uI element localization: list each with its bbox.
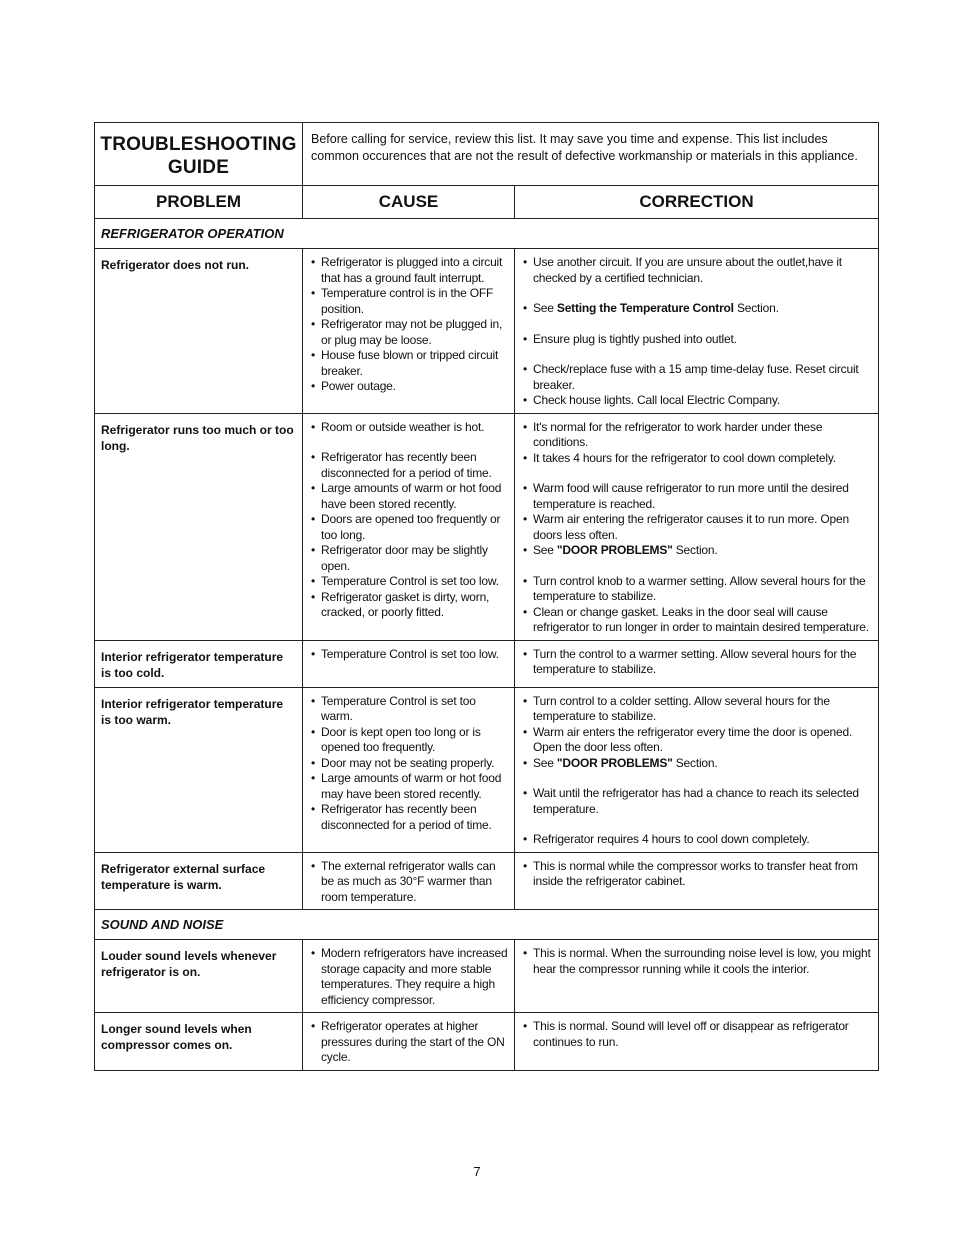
table-row [95, 413, 879, 640]
cause-item: • Doors are opened too frequently or too long. [309, 512, 508, 543]
cause-item: • Door is kept open too long or is opened too frequently. [309, 725, 508, 756]
cause-cell [303, 413, 515, 640]
column-header-correction: CORRECTION [515, 186, 879, 219]
correction-item: • This is normal while the compressor works to transfer heat from inside the refrigerator cabinet. [521, 859, 872, 890]
correction-item: • Refrigerator requires 4 hours to cool down completely. [521, 832, 872, 848]
cause-item: • House fuse blown or tripped circuit breaker. [309, 348, 508, 379]
correction-cell [515, 640, 879, 687]
cause-item: • Power outage. [309, 379, 508, 395]
cause-item: • Door may not be seating properly. [309, 756, 508, 772]
section-title: REFRIGERATOR OPERATION [95, 219, 879, 249]
section-row [95, 219, 879, 249]
cause-cell [303, 852, 515, 910]
correction-item: • See Setting the Temperature Control Section. [521, 301, 872, 317]
problem-cell: Louder sound levels whenever refrigerator is on. [95, 940, 303, 1013]
correction-item: • Turn control to a colder setting. Allow several hours for the temperature to stabilize. [521, 694, 872, 725]
correction-item: • Turn control knob to a warmer setting. Allow several hours for the temperature to stabilize. [521, 574, 872, 605]
table-row [95, 687, 879, 852]
section-row [95, 910, 879, 940]
correction-item: • See "DOOR PROBLEMS" Section. [521, 543, 872, 559]
correction-cell [515, 940, 879, 1013]
correction-item: • This is normal. Sound will level off or disappear as refrigerator continues to run. [521, 1019, 872, 1050]
guide-intro: Before calling for service, review this list. It may save you time and expense. This list includes common occurences that are not the result of defective workmanship or materials in this appliance. [303, 123, 879, 186]
problem-cell: Refrigerator does not run. [95, 249, 303, 414]
guide-header-row [95, 123, 879, 186]
cause-cell [303, 249, 515, 414]
correction-item: • See "DOOR PROBLEMS" Section. [521, 756, 872, 772]
cause-item: • Temperature Control is set too low. [309, 647, 508, 663]
correction-cell [515, 687, 879, 852]
section-title: SOUND AND NOISE [95, 910, 879, 940]
correction-item: • It takes 4 hours for the refrigerator to cool down completely. [521, 451, 872, 467]
problem-cell: Longer sound levels when compressor comes on. [95, 1013, 303, 1071]
correction-cell [515, 413, 879, 640]
problem-cell: Refrigerator external surface temperature is warm. [95, 852, 303, 910]
problem-cell: Interior refrigerator temperature is too cold. [95, 640, 303, 687]
table-row [95, 852, 879, 910]
column-header-problem: PROBLEM [95, 186, 303, 219]
correction-item: • Warm air enters the refrigerator every time the door is opened. Open the door less often. [521, 725, 872, 756]
correction-item: • Wait until the refrigerator has had a chance to reach its selected temperature. [521, 786, 872, 817]
troubleshooting-table [94, 122, 879, 1071]
guide-title-line1: TROUBLESHOOTING [100, 134, 297, 155]
guide-title [95, 123, 303, 186]
correction-cell [515, 249, 879, 414]
correction-item: • Turn the control to a warmer setting. Allow several hours for the temperature to stabilize. [521, 647, 872, 678]
correction-cell [515, 1013, 879, 1071]
correction-item: • It's normal for the refrigerator to work harder under these conditions. [521, 420, 872, 451]
table-row [95, 640, 879, 687]
cause-item: • Refrigerator may not be plugged in, or plug may be loose. [309, 317, 508, 348]
column-header-row [95, 186, 879, 219]
cause-item: • Temperature Control is set too low. [309, 574, 508, 590]
cause-item: • Refrigerator operates at higher pressures during the start of the ON cycle. [309, 1019, 508, 1066]
table-row [95, 1013, 879, 1071]
correction-item: • Ensure plug is tightly pushed into outlet. [521, 332, 872, 348]
problem-cell: Interior refrigerator temperature is too warm. [95, 687, 303, 852]
cause-item: • The external refrigerator walls can be as much as 30°F warmer than room temperature. [309, 859, 508, 906]
cause-item: • Temperature Control is set too warm. [309, 694, 508, 725]
guide-title-line2: GUIDE [167, 157, 230, 178]
cause-item: • Room or outside weather is hot. [309, 420, 508, 436]
table-row [95, 940, 879, 1013]
cause-cell [303, 940, 515, 1013]
correction-item: • Clean or change gasket. Leaks in the door seal will cause refrigerator to run longer in order to maintain desired temperature. [521, 605, 872, 636]
column-header-cause: CAUSE [303, 186, 515, 219]
cause-item: • Refrigerator has recently been disconnected for a period of time. [309, 802, 508, 833]
cause-item: • Large amounts of warm or hot food have been stored recently. [309, 481, 508, 512]
cause-item: • Large amounts of warm or hot food may have been stored recently. [309, 771, 508, 802]
cause-cell [303, 640, 515, 687]
cause-item: • Modern refrigerators have increased storage capacity and more stable temperatures. They require a high efficiency compressor. [309, 946, 508, 1008]
table-row [95, 249, 879, 414]
cause-item: • Refrigerator gasket is dirty, worn, cracked, or poorly fitted. [309, 590, 508, 621]
cause-cell [303, 687, 515, 852]
correction-cell [515, 852, 879, 910]
correction-item: • Warm air entering the refrigerator causes it to run more. Open doors less often. [521, 512, 872, 543]
problem-cell: Refrigerator runs too much or too long. [95, 413, 303, 640]
cause-item: • Temperature control is in the OFF position. [309, 286, 508, 317]
cause-cell [303, 1013, 515, 1071]
correction-item: • This is normal. When the surrounding noise level is low, you might hear the compressor running while it cools the interior. [521, 946, 872, 977]
page-number: 7 [473, 1164, 481, 1179]
troubleshooting-guide [94, 122, 878, 1071]
correction-item: • Use another circuit. If you are unsure about the outlet,have it checked by a certified technician. [521, 255, 872, 286]
cause-item: • Refrigerator is plugged into a circuit that has a ground fault interrupt. [309, 255, 508, 286]
correction-item: • Warm food will cause refrigerator to run more until the desired temperature is reached. [521, 481, 872, 512]
cause-item: • Refrigerator door may be slightly open. [309, 543, 508, 574]
correction-item: • Check/replace fuse with a 15 amp time-delay fuse. Reset circuit breaker. [521, 362, 872, 393]
cause-item: • Refrigerator has recently been disconnected for a period of time. [309, 450, 508, 481]
correction-item: • Check house lights. Call local Electric Company. [521, 393, 872, 409]
